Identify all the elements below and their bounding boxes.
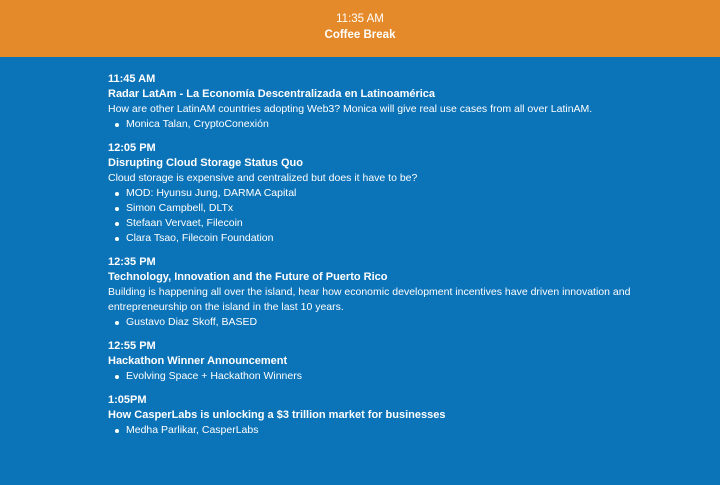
speaker-item: Monica Talan, CryptoConexión bbox=[108, 117, 698, 132]
session-title: Radar LatAm - La Economía Descentralizada en Latinoamérica bbox=[108, 88, 436, 100]
speaker-item: MOD: Hyunsu Jung, DARMA Capital bbox=[108, 186, 698, 201]
speaker-list bbox=[108, 369, 698, 384]
speaker-list bbox=[108, 186, 698, 246]
speaker-list bbox=[108, 117, 698, 132]
speaker-item: Gustavo Diaz Skoff, BASED bbox=[108, 315, 698, 330]
session-description: Building is happening all over the island, hear how economic development incentives have driven innovation and entrepreneurship on the island in the last 10 years. bbox=[108, 286, 631, 313]
speaker-item: Medha Parlikar, CasperLabs bbox=[108, 423, 698, 438]
session-time: 12:05 PM bbox=[108, 142, 156, 154]
speaker-item: Simon Campbell, DLTx bbox=[108, 201, 698, 216]
session-title: How CasperLabs is unlocking a $3 trillion market for businesses bbox=[108, 409, 446, 421]
session-item bbox=[108, 393, 698, 438]
session-description: How are other LatinAM countries adopting Web3? Monica will give real use cases from all over LatinAM. bbox=[108, 103, 593, 115]
banner-title: Coffee Break bbox=[324, 29, 396, 41]
speaker-list bbox=[108, 315, 698, 330]
session-description: Cloud storage is expensive and centralized but does it have to be? bbox=[108, 172, 418, 184]
speaker-item: Evolving Space + Hackathon Winners bbox=[108, 369, 698, 384]
speaker-item: Stefaan Vervaet, Filecoin bbox=[108, 216, 698, 231]
agenda-list bbox=[108, 72, 698, 447]
session-item bbox=[108, 72, 698, 132]
session-title: Disrupting Cloud Storage Status Quo bbox=[108, 157, 303, 169]
session-item bbox=[108, 255, 698, 330]
speaker-item: Clara Tsao, Filecoin Foundation bbox=[108, 231, 698, 246]
session-title: Technology, Innovation and the Future of Puerto Rico bbox=[108, 271, 388, 283]
session-item bbox=[108, 141, 698, 246]
session-time: 11:45 AM bbox=[108, 73, 156, 85]
banner-time: 11:35 AM bbox=[336, 13, 384, 25]
session-item bbox=[108, 339, 698, 384]
session-time: 12:35 PM bbox=[108, 256, 156, 268]
session-time: 12:55 PM bbox=[108, 340, 156, 352]
coffee-break-banner bbox=[0, 0, 720, 57]
session-time: 1:05PM bbox=[108, 394, 147, 406]
speaker-list bbox=[108, 423, 698, 438]
session-title: Hackathon Winner Announcement bbox=[108, 355, 288, 367]
